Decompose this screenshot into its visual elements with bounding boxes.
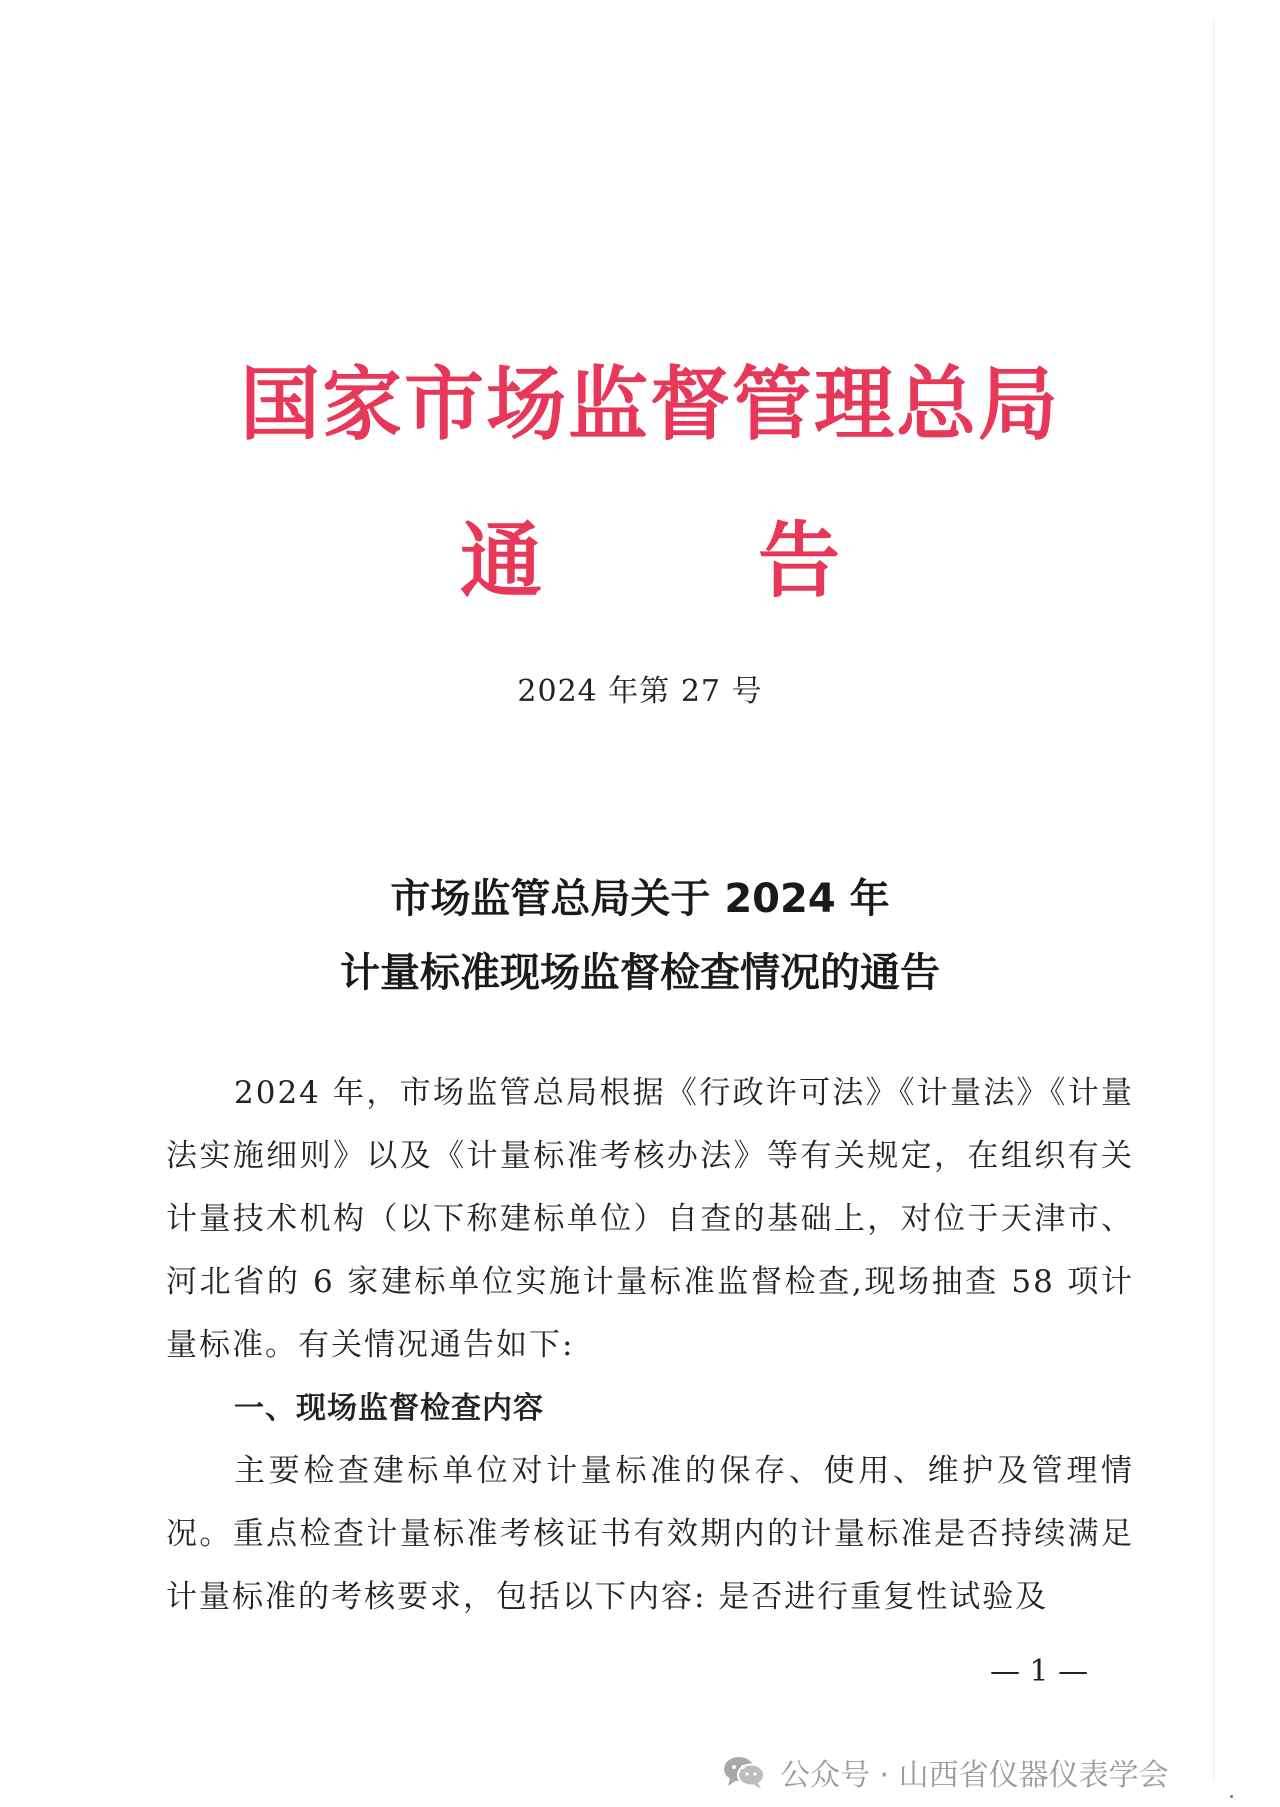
body-paragraph-2: 主要检查建标单位对计量标准的保存、使用、维护及管理情况。重点检查计量标准考核证书有效期内的计量标准是否持续满足计量标准的考核要求，包括以下内容: 是否进行重复性试验及 xyxy=(166,1453,1134,1615)
document-title xyxy=(0,862,1280,1010)
masthead-organization: 国家市场监督管理总局 xyxy=(240,357,1060,451)
document-title-line-2: 计量标准现场监督检查情况的通告 xyxy=(340,950,940,996)
masthead-doc-type-char-2: 告 xyxy=(757,513,840,609)
watermark xyxy=(722,1750,1169,1794)
wechat-icon xyxy=(722,1754,766,1790)
masthead-doc-type-char-1: 通 xyxy=(460,513,543,609)
masthead-doc-type xyxy=(460,496,840,613)
scan-speck xyxy=(1230,1795,1233,1798)
document-title-line-1: 市场监管总局关于 2024 年 xyxy=(390,876,890,922)
page-number: — 1 — xyxy=(990,1654,1089,1689)
watermark-text: 公众号 · 山西省仪器仪表学会 xyxy=(780,1758,1169,1793)
body-paragraph-1: 2024 年，市场监管总局根据《行政许可法》《计量法》《计量法实施细则》以及《计量标准考核办法》等有关规定，在组织有关计量技术机构（以下称建标单位）自查的基础上，对位于天津市、河北省的 6 家建标单位实施计量标准监督检查,现场抽查 58 项计量标准。有关情况通告如下: xyxy=(166,1075,1134,1363)
section-heading-1: 一、现场监督检查内容 xyxy=(234,1391,544,1426)
document-number: 2024 年第 27 号 xyxy=(517,674,763,709)
document-body xyxy=(166,1062,1134,1629)
